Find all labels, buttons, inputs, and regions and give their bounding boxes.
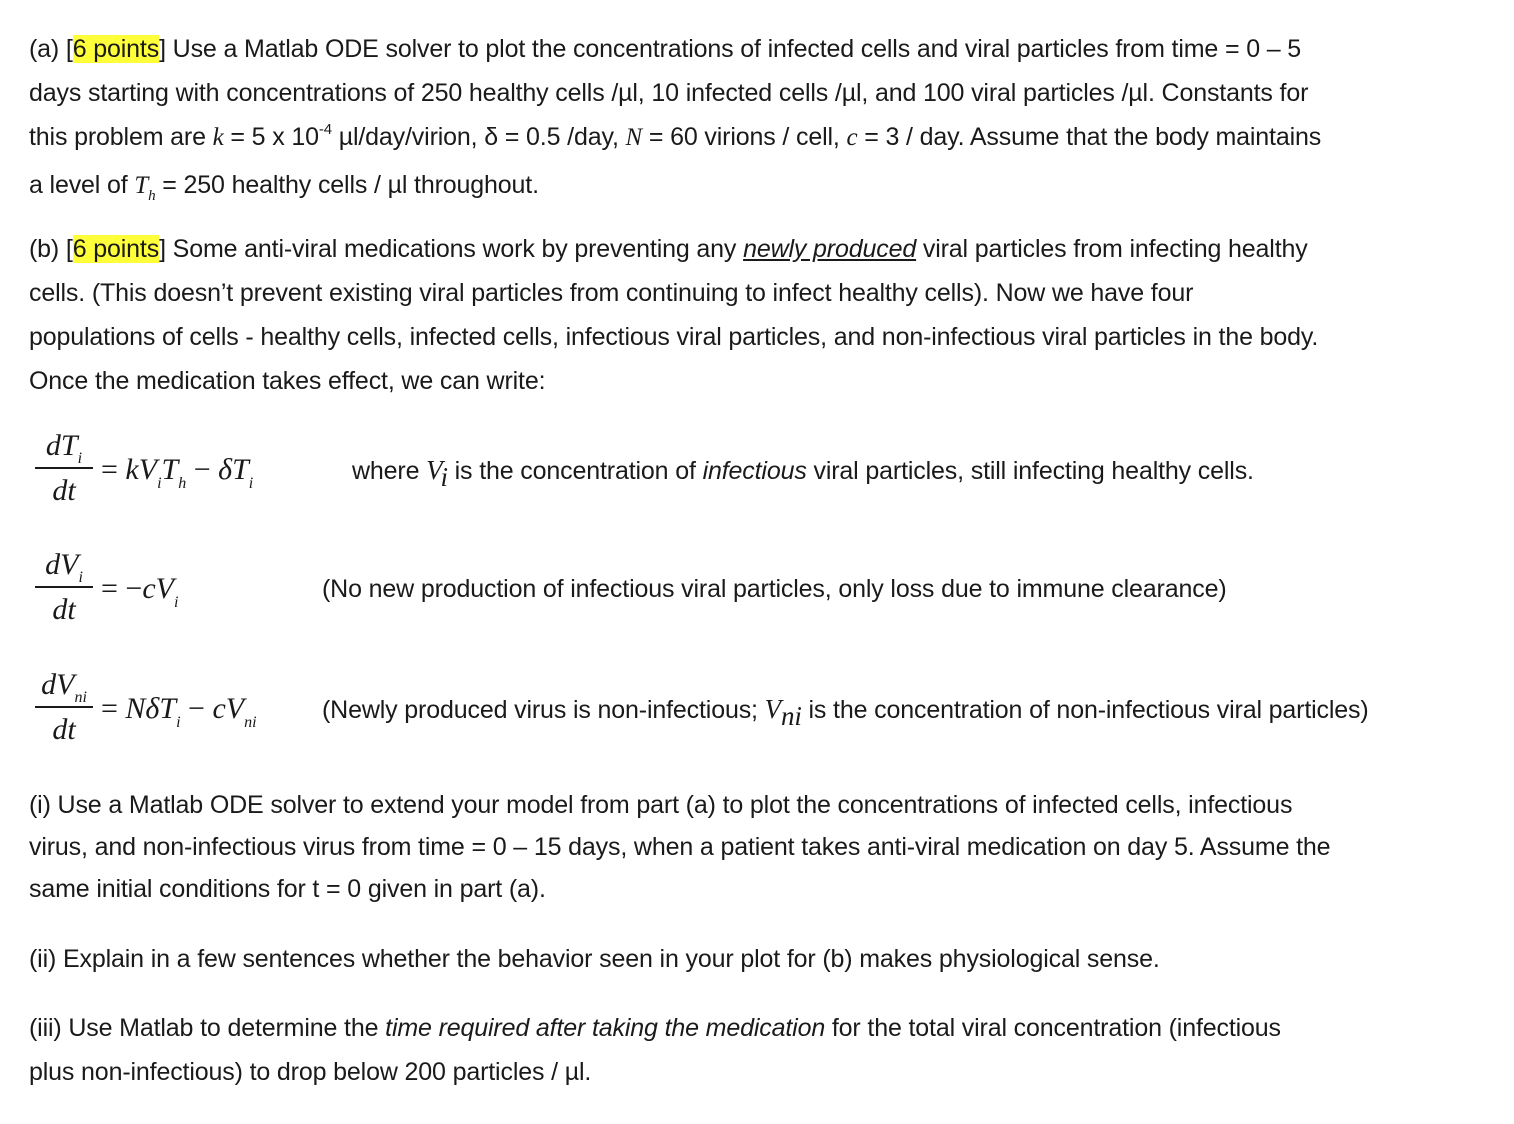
- equation-infectious-virus: [29, 547, 1499, 643]
- fraction-bar: [35, 586, 93, 588]
- subpart-ii-paragraph: [29, 937, 1499, 981]
- subpart-iii-line-1: (iii) Use Matlab to determine the time required after taking the medication for the total viral concentration (infectious: [29, 1014, 1281, 1042]
- th-symbol: T: [134, 172, 149, 199]
- part-a-line-4: a level of $T_h = 250$ healthy cells / µl throughout.: [29, 171, 539, 204]
- time-required-emphasis: time required after taking the medication: [385, 1014, 826, 1042]
- part-b-line-3: populations of cells - healthy cells, infected cells, infectious viral particles, and non-infectious viral particles in the body.: [29, 323, 1319, 351]
- newly-produced-emphasis: newly produced: [743, 235, 917, 263]
- equation-infected-cells: [29, 428, 1499, 524]
- part-a-paragraph: [29, 27, 1499, 211]
- equation-1-description: where Vi is the concentration of infectious viral particles, still infecting healthy cells.: [352, 455, 1254, 492]
- subpart-ii-line-1: (ii) Explain in a few sentences whether the behavior seen in your plot for (b) makes physiological sense.: [29, 945, 1160, 973]
- subpart-i-line-2: virus, and non-infectious virus from time = 0 – 15 days, when a patient takes anti-viral medication on day 5. Assume the: [29, 833, 1331, 861]
- fraction-bar: [35, 467, 93, 469]
- n-symbol: N: [625, 124, 643, 151]
- part-b-line-2: cells. (This doesn’t prevent existing viral particles from continuing to infect healthy cells). Now we have four: [29, 279, 1194, 307]
- equation-noninfectious-virus: [29, 667, 1499, 763]
- fraction-bar: [35, 706, 93, 708]
- subpart-i-paragraph: [29, 783, 1499, 911]
- k-symbol: k: [212, 124, 224, 151]
- part-a-line-3: this problem are k = 5 x $10^{-4}$ µl/day/virion, δ = 0.5 /day, N = 60 virions / cell, c = 3 / day. Assume that the body maintains: [29, 121, 1322, 151]
- equation-2-description: (No new production of infectious viral particles, only loss due to immune clearance): [322, 575, 1227, 603]
- subpart-i-line-3: same initial conditions for t = 0 given in part (a).: [29, 875, 546, 903]
- part-b-line-1: (b) [6 points] Some anti-viral medications work by preventing any newly produced viral particles from infecting healthy: [29, 235, 1308, 263]
- fraction-dvi-dt: $dV_i$ dt: [35, 547, 93, 628]
- rhs-noninfectious-virus: = $N\delta T_i - cV_{ni}$: [101, 692, 257, 731]
- c-symbol: c: [846, 124, 858, 151]
- part-b-paragraph: [29, 227, 1499, 403]
- part-a-points-highlight: 6 points: [72, 35, 160, 63]
- part-b-points-highlight: 6 points: [72, 235, 160, 263]
- part-a-line-1: (a) [6 points] Use a Matlab ODE solver to plot the concentrations of infected cells and viral particles from time = 0 – 5: [29, 35, 1302, 63]
- rhs-infected-cells: = $kV_iT_h - \delta T_i$: [101, 453, 254, 492]
- fraction-dvni-dt: $dV_{ni}$ dt: [35, 667, 93, 748]
- subpart-i-line-1: (i) Use a Matlab ODE solver to extend your model from part (a) to plot the concentrations of infected cells, infectious: [29, 791, 1293, 819]
- exponent: -4: [318, 121, 332, 138]
- part-b-line-4: Once the medication takes effect, we can write:: [29, 367, 546, 395]
- fraction-dti-dt: $dT_i$ dt: [35, 428, 93, 509]
- part-a-line-2: days starting with concentrations of 250 healthy cells /µl, 10 infected cells /µl, and 100 viral particles /µl. Constants for: [29, 79, 1309, 107]
- subpart-iii-line-2: plus non-infectious) to drop below 200 particles / µl.: [29, 1058, 592, 1086]
- subpart-iii-paragraph: [29, 1006, 1499, 1094]
- equation-3-description: (Newly produced virus is non-infectious; Vni is the concentration of non-infectious viral particles): [322, 694, 1369, 731]
- rhs-infectious-virus: = $-cV_i$: [101, 572, 179, 611]
